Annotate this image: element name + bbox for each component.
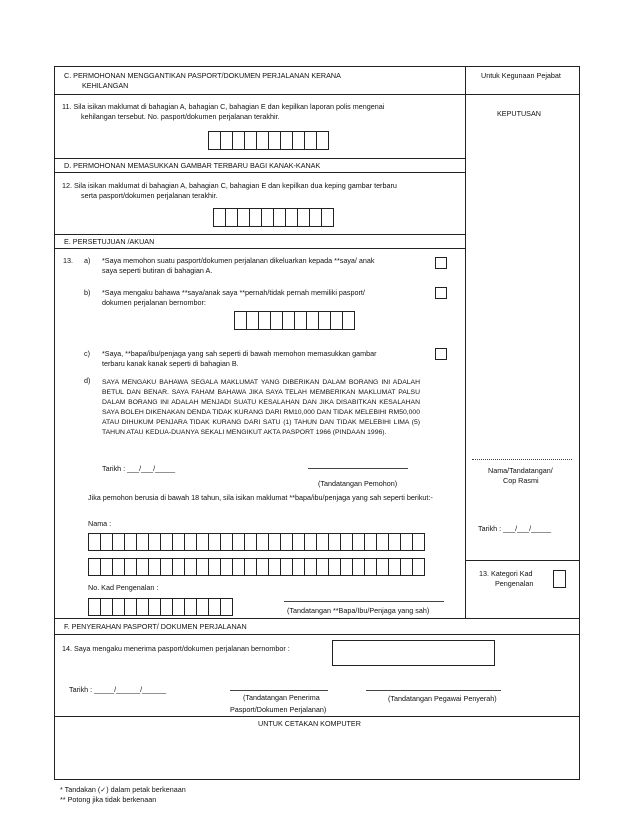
applicant-signature-label: (Tandatangan Pemohon) (318, 479, 398, 488)
section-f-title: F. PENYERAHAN PASPORT/ DOKUMEN PERJALANAN (64, 622, 247, 631)
computer-print-label: UNTUK CETAKAN KOMPUTER (258, 719, 361, 728)
computer-print-divider (54, 716, 580, 717)
item-13-number: 13. (63, 256, 73, 265)
office-kategori-divider (465, 560, 580, 561)
item-13b-label: b) (84, 288, 91, 297)
passport-number-boxes-13b[interactable] (234, 311, 354, 330)
section-f-bottom-line (54, 634, 580, 635)
office-date: Tarikh : ___/___/_____ (478, 524, 552, 533)
parent-name-boxes-row2[interactable] (88, 558, 424, 576)
applicant-date: Tarikh : ___/___/_____ (102, 464, 176, 473)
item-14-text: 14. Saya mengaku menerima pasport/dokumen perjalanan bernombor : (62, 644, 290, 653)
footnote-tick: * Tandakan (✓) dalam petak berkenaan (60, 785, 186, 794)
item-12-line1: 12. Sila isikan maklumat di bahagian A, bahagian C, bahagian E dan kepilkan dua keping gambar terbaru (62, 181, 397, 190)
office-use-header: Untuk Kegunaan Pejabat (481, 71, 561, 80)
officer-signature-label: (Tandatangan Pegawai Penyerah) (388, 694, 497, 703)
kategori-label-2: Pengenalan (495, 579, 534, 588)
section-c-title: C. PERMOHONAN MENGGANTIKAN PASPORT/DOKUMEN PERJALANAN KERANA (64, 71, 341, 80)
office-signature-line (472, 459, 572, 460)
item-13c-line1: *Saya, **bapa/ibu/penjaga yang sah seperti di bawah memohon memasukkan gambar (102, 349, 377, 358)
officer-signature-line (366, 690, 501, 691)
item-11-line2: kehilangan tersebut. No. pasport/dokumen perjalanan terakhir. (81, 112, 280, 121)
footnote-strike: ** Potong jika tidak berkenaan (60, 795, 157, 804)
item-12-line2: serta pasport/dokumen perjalanan terakhir. (81, 191, 218, 200)
item-13b-line1: *Saya mengaku bahawa **saya/anak saya **pernah/tidak pernah memiliki pasport/ (102, 288, 365, 297)
minor-instruction: Jika pemohon berusia di bawah 18 tahun, sila isikan maklumat **bapa/ibu/penjaga yang sah seperti berikut:- (88, 493, 433, 502)
office-header-divider (465, 94, 580, 95)
kategori-checkbox[interactable] (553, 570, 566, 588)
section-e-title: E. PERSETUJUAN /AKUAN (64, 237, 155, 246)
item-13a-label: a) (84, 256, 91, 265)
item-13a-line1: *Saya memohon suatu pasport/dokumen perjalanan dikeluarkan kepada **saya/ anak (102, 256, 375, 265)
receiver-signature-label-2: Pasport/Dokumen Perjalanan) (230, 705, 327, 714)
receiver-signature-label-1: (Tandatangan Penerima (243, 693, 320, 702)
receiver-signature-line (230, 690, 328, 691)
section-c-title-cont: KEHILANGAN (82, 81, 129, 90)
nama-label: Nama : (88, 519, 112, 528)
parent-signature-line (284, 601, 444, 602)
passport-number-boxes-11[interactable] (208, 131, 328, 150)
item-13a-line2: saya seperti butiran di bahagian A. (102, 266, 213, 275)
item-13b-line2: dokumen perjalanan bernombor: (102, 298, 206, 307)
passport-number-boxes-12[interactable] (213, 208, 333, 227)
ic-number-boxes[interactable] (88, 598, 232, 616)
office-signature-label: Nama/Tandatangan/ (488, 466, 553, 475)
section-f-top-line (54, 618, 580, 619)
item-11-line1: 11. Sila isikan maklumat di bahagian A, bahagian C, bahagian E dan kepilkan laporan polis mengenai (62, 102, 385, 111)
item-13c-line2: terbaru kanak kanak seperti di bahagian B. (102, 359, 239, 368)
ic-number-label: No. Kad Pengenalan : (88, 583, 159, 592)
item-13a-checkbox[interactable] (435, 257, 447, 269)
parent-signature-label: (Tandatangan **Bapa/Ibu/Penjaga yang sah) (287, 606, 430, 615)
office-column-divider (465, 66, 466, 618)
section-d-title: D. PERMOHONAN MEMASUKKAN GAMBAR TERBARU BAGI KANAK-KANAK (64, 161, 321, 170)
declaration-text: SAYA MENGAKU BAHAWA SEGALA MAKLUMAT YANG DIBERIKAN DALAM BORANG INI ADALAH BETUL DAN BENAR. SAYA FAHAM BAHAWA JIKA SAYA TELAH MEMBERIKAN MAKLUMAT PALSU DALAM BORANG INI ADALAH MENJADI SUATU KESALAHAN DAN JIKA DISABITKAN KESALAHAN SAYA BOLEH DIKENAKAN DENDA TIDAK KURANG DARI RM10,000 DAN TIDAK MELEBIHI RM50,000 ATAU DIHUKUM PENJARA TIDAK KURANG DARI SATU (1) TAHUN DAN TIDAK MELEBIHI LIMA (5) TAHUN ATAU KEDUA-DUANYA SEKALI MENGIKUT AKTA PASPORT 1966 (PINDAAN 1996). (102, 379, 420, 437)
office-stamp-label: Cop Rasmi (503, 476, 539, 485)
parent-name-boxes-row1[interactable] (88, 533, 424, 551)
item-13c-checkbox[interactable] (435, 348, 447, 360)
kategori-label-1: 13. Kategori Kad (479, 569, 533, 578)
item-13b-checkbox[interactable] (435, 287, 447, 299)
receipt-date: Tarikh : _____/______/______ (69, 685, 167, 694)
keputusan-label: KEPUTUSAN (497, 109, 541, 118)
item-13c-label: c) (84, 349, 90, 358)
item-13d-label: d) (84, 376, 91, 385)
received-passport-number-field[interactable] (332, 640, 495, 666)
applicant-signature-line (308, 468, 408, 469)
